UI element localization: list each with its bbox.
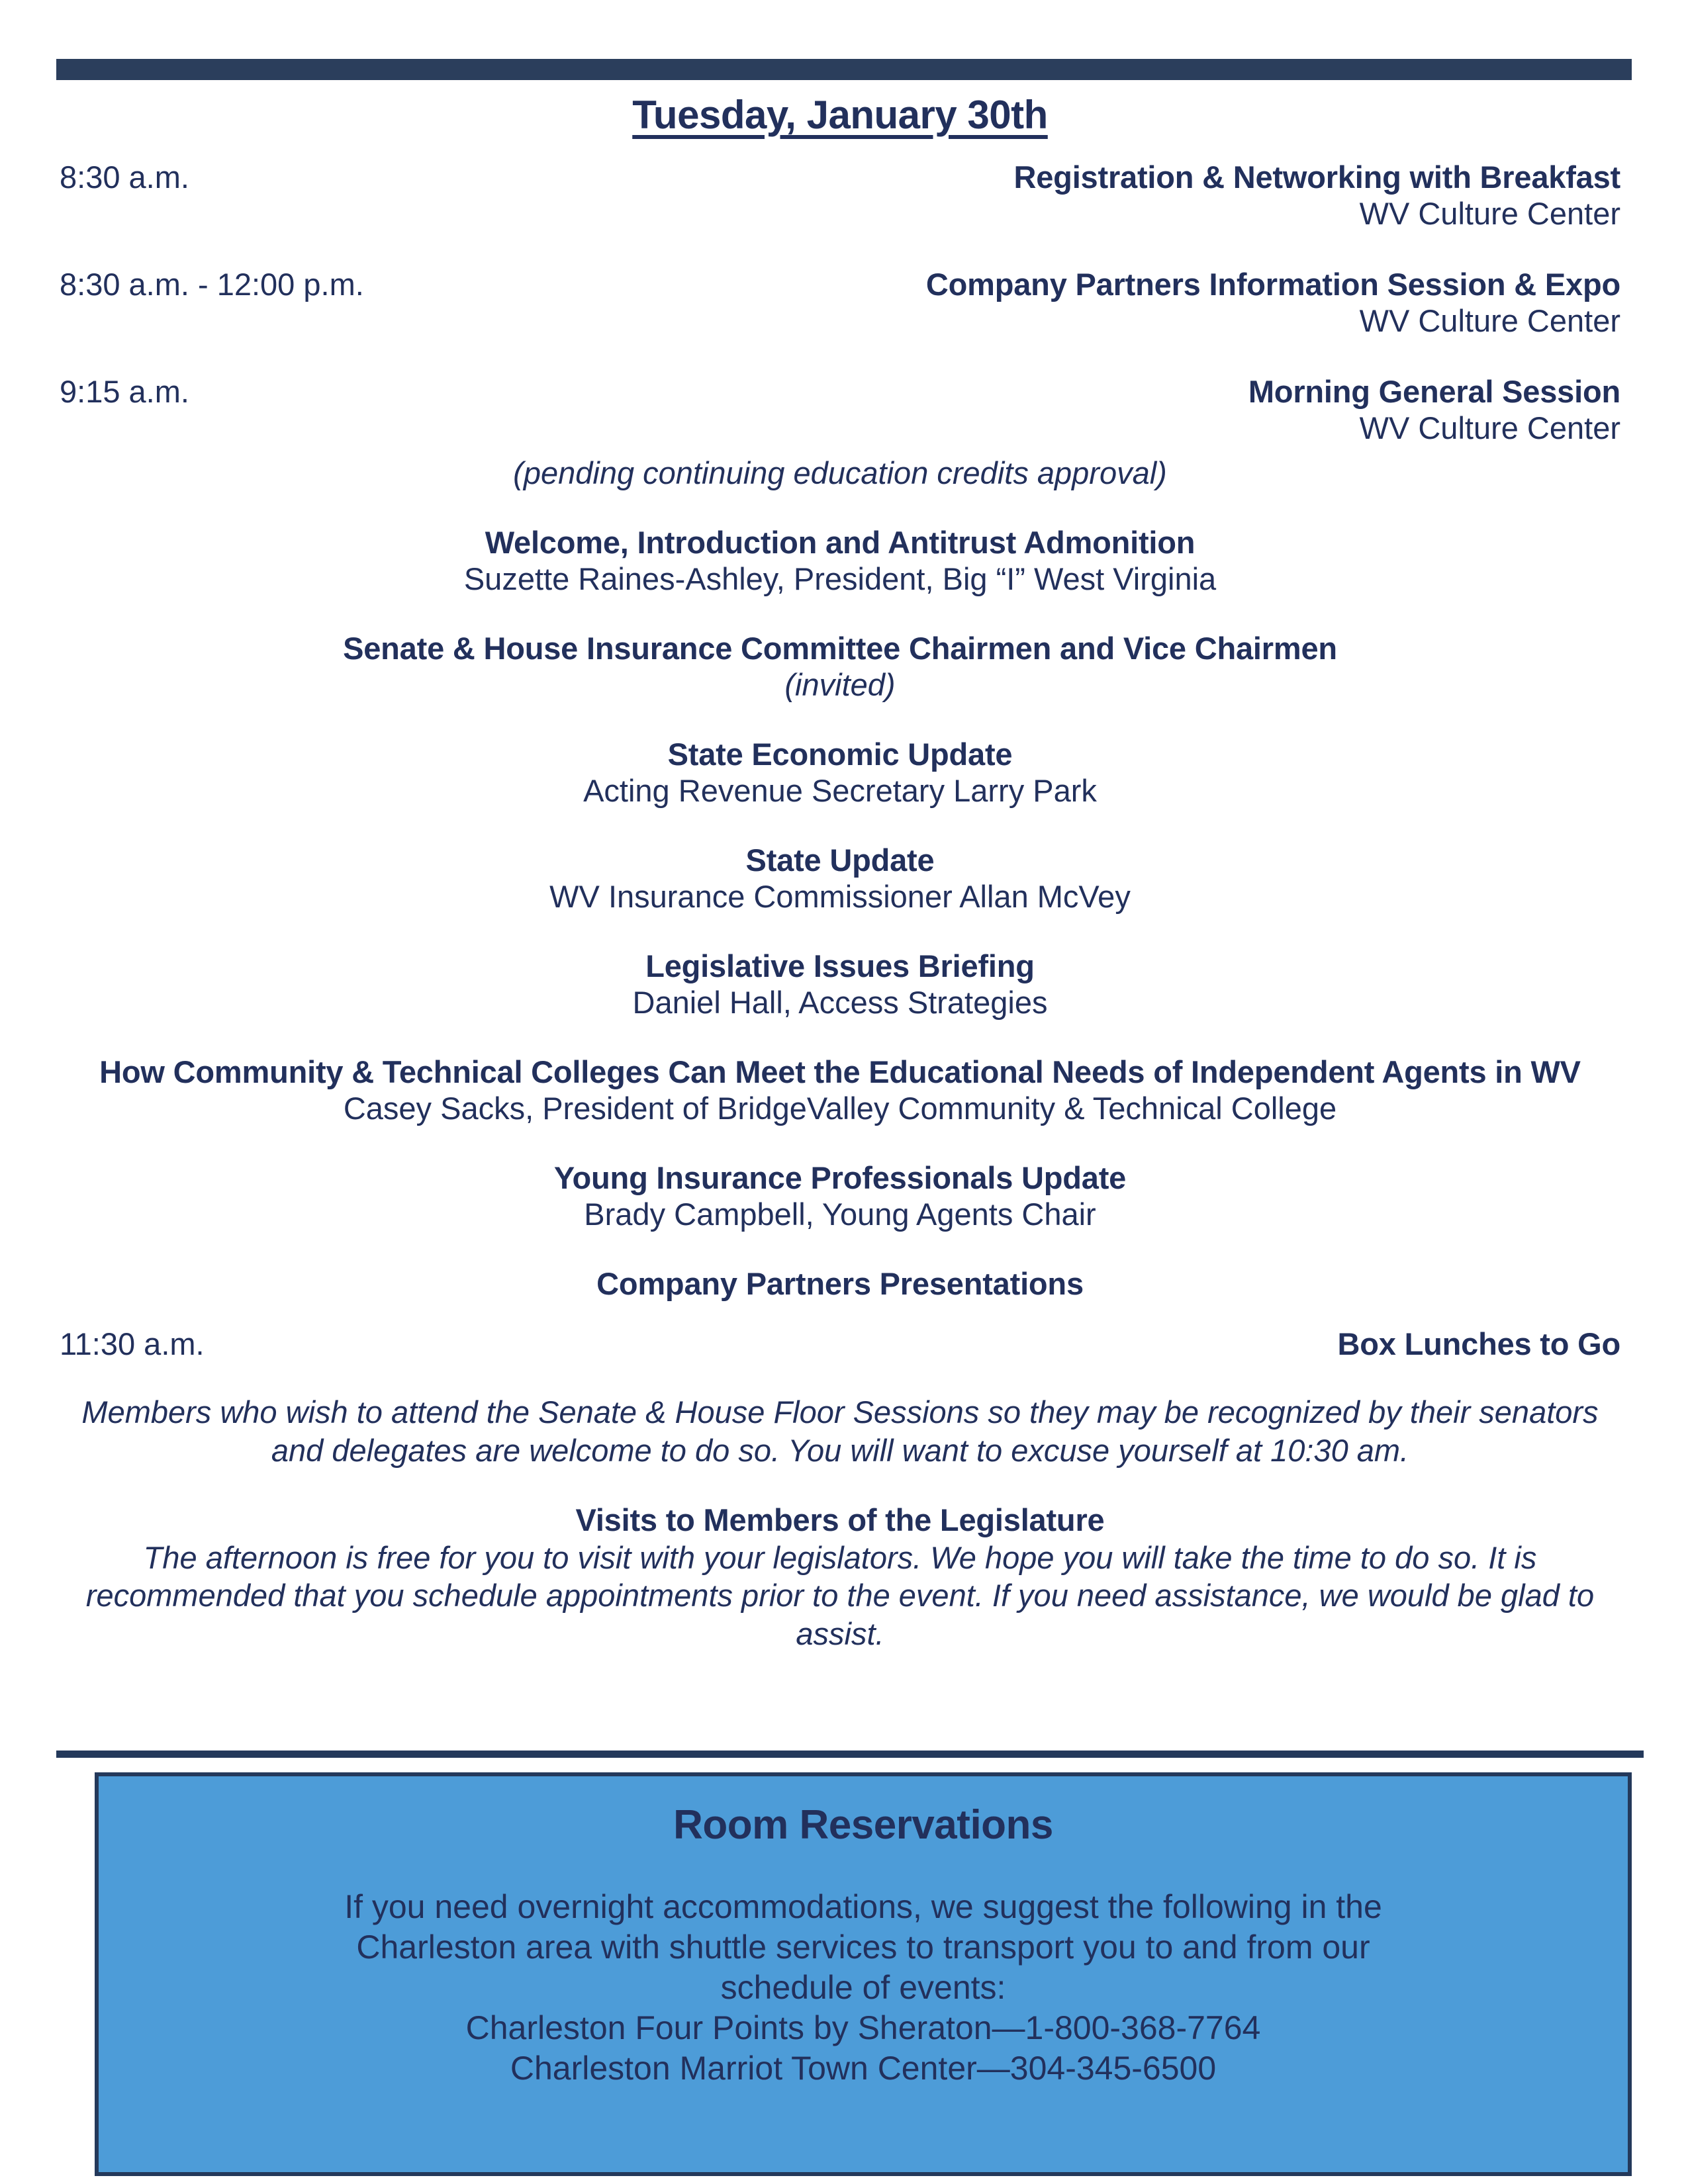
- session-block: [60, 737, 1620, 809]
- session-block: [60, 842, 1620, 915]
- session-block: [60, 525, 1620, 598]
- agenda-content: [60, 93, 1620, 1653]
- schedule-location: WV Culture Center: [1359, 410, 1620, 446]
- schedule-details: [384, 267, 1620, 340]
- schedule-title: Registration & Networking with Breakfast: [1013, 159, 1620, 195]
- session-block: [60, 1502, 1620, 1539]
- schedule-row: [60, 374, 1620, 447]
- session-title: How Community & Technical Colleges Can Meet the Educational Needs of Independent Agents in WV: [99, 1054, 1581, 1090]
- floor-sessions-note: Members who wish to attend the Senate & House Floor Sessions so they may be recognized by their senators and delegates are welcome to do so. You will want to excuse yourself at 10:30 am.: [81, 1394, 1599, 1468]
- schedule-title: Box Lunches to Go: [1337, 1326, 1620, 1362]
- hotel-option-1: Charleston Four Points by Sheraton—1-800-368-7764: [465, 2009, 1261, 2047]
- schedule-title: Company Partners Information Session & Expo: [925, 267, 1620, 302]
- session-speaker: Brady Campbell, Young Agents Chair: [584, 1197, 1096, 1232]
- schedule-title: Morning General Session: [1248, 374, 1620, 410]
- pending-credits-note: (pending continuing education credits approval): [513, 455, 1167, 491]
- schedule-time: 8:30 a.m.: [60, 159, 189, 195]
- top-decorative-bar: [56, 59, 1632, 80]
- schedule-row: [60, 159, 1620, 232]
- schedule-location: WV Culture Center: [1359, 303, 1620, 339]
- schedule-details: [209, 159, 1620, 232]
- schedule-time: 9:15 a.m.: [60, 374, 189, 410]
- session-title: Young Insurance Professionals Update: [553, 1160, 1127, 1196]
- session-title: Welcome, Introduction and Antitrust Admonition: [485, 525, 1196, 561]
- reservations-intro-line-3: schedule of events:: [720, 1969, 1006, 2007]
- session-speaker: Daniel Hall, Access Strategies: [632, 985, 1048, 1021]
- reservations-intro-line-1: If you need overnight accommodations, we suggest the following in the: [344, 1888, 1382, 1926]
- session-title: Legislative Issues Briefing: [645, 948, 1035, 984]
- room-reservations-body: [99, 1887, 1628, 2089]
- session-title: Visits to Members of the Legislature: [575, 1502, 1105, 1537]
- schedule-location: WV Culture Center: [1359, 196, 1620, 232]
- session-block: [60, 1054, 1620, 1127]
- schedule-row: [60, 267, 1620, 340]
- room-reservations-title: Room Reservations: [673, 1802, 1053, 1848]
- session-title: Company Partners Presentations: [596, 1266, 1084, 1302]
- spacer: [60, 343, 1620, 374]
- session-speaker: Casey Sacks, President of BridgeValley Community & Technical College: [343, 1091, 1337, 1126]
- schedule-row: [60, 1326, 1620, 1363]
- spacer: [60, 1302, 1620, 1326]
- session-speaker: (invited): [784, 667, 896, 703]
- session-title: State Economic Update: [667, 737, 1013, 772]
- session-title: State Update: [745, 842, 935, 878]
- hotel-option-2: Charleston Marriot Town Center—304-345-6500: [510, 2050, 1217, 2087]
- session-speaker: Suzette Raines-Ashley, President, Big “I” West Virginia: [463, 561, 1217, 597]
- session-block: [60, 948, 1620, 1021]
- session-block: [60, 1160, 1620, 1233]
- room-reservations-panel: [95, 1772, 1632, 2176]
- visits-note: The afternoon is free for you to visit with your legislators. We hope you will take the time to do so. It is recommended that you schedule appointments prior to the event. If you need assistance, we would be glad to assist.: [85, 1539, 1595, 1651]
- session-block: [60, 1266, 1620, 1302]
- session-speaker: Acting Revenue Secretary Larry Park: [583, 773, 1097, 809]
- section-divider: [56, 1751, 1644, 1758]
- session-speaker: WV Insurance Commissioner Allan McVey: [549, 879, 1131, 915]
- spacer: [60, 236, 1620, 267]
- reservations-intro-line-2: Charleston area with shuttle services to transport you to and from our: [356, 1929, 1370, 1966]
- schedule-time: 11:30 a.m.: [60, 1326, 205, 1362]
- schedule-details: [224, 1326, 1620, 1363]
- session-block: [60, 631, 1620, 704]
- page-title: Tuesday, January 30th: [632, 93, 1048, 137]
- schedule-details: [209, 374, 1620, 447]
- session-title: Senate & House Insurance Committee Chairmen and Vice Chairmen: [343, 631, 1337, 666]
- schedule-time: 8:30 a.m. - 12:00 p.m.: [60, 267, 364, 302]
